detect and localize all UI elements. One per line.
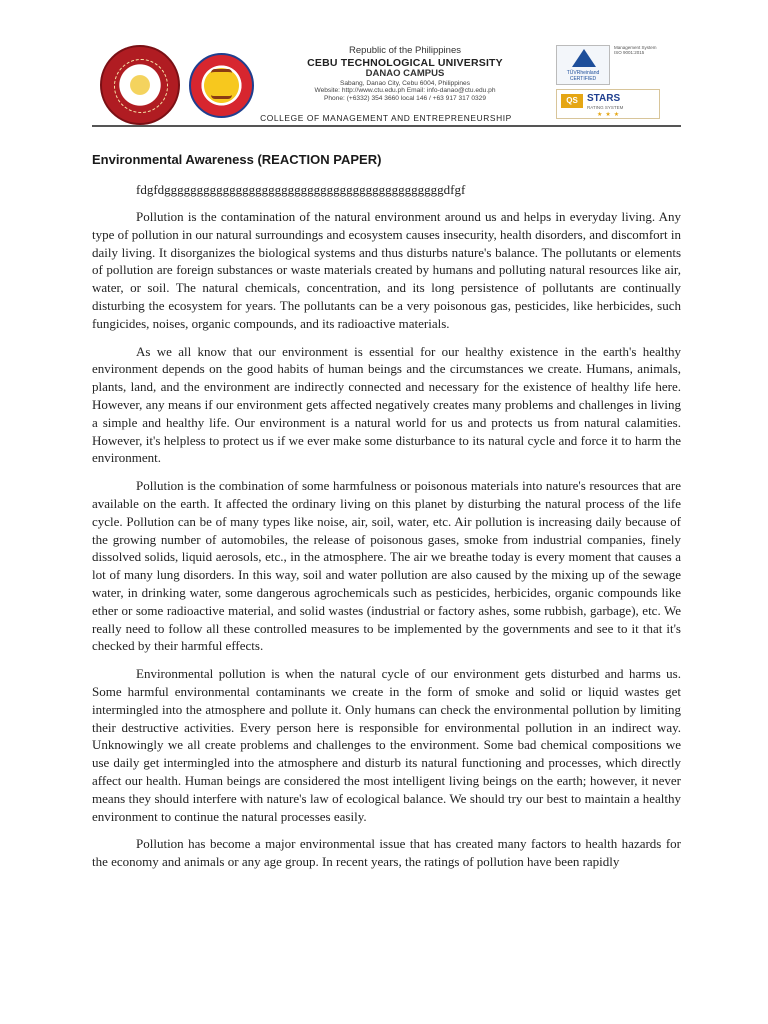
stray-text-line: fdgfdgggggggggggggggggggggggggggggggggggggggggggdfgf [136, 182, 466, 197]
iso-label: Management System ISO 9001:2015 [614, 45, 657, 56]
stars-sub-label: RATING SYSTEM [587, 105, 624, 110]
address-line: Sabang, Danao City, Cebu 6004, Philippines [339, 79, 470, 87]
paragraph: Environmental pollution is when the natural cycle of our environment gets disturbed and harms us. Some harmful environmental contaminants we create in the form of smoke and solid or liquid wastes get intermingled into the atmosphere and pollute it. Only humans can check the environmental pollution by limiting their destructive activities. Every person here is responsible for environmental pollution in an indirect way. Unknowingly we all create problems and challenges to the environment. Some bad chemical compositions we use daily get intermingled into the atmosphere and disturb its natural functioning and processes, which directly affect our health. Human beings are considered the most intelligent living beings on the earth; however, it never means they should interfere with nature's law of ecological balance. We should try our best to maintain a healthy environment to continue the natural processes easily. [92, 666, 681, 824]
asean-seal-icon [189, 53, 254, 118]
body-text [92, 208, 681, 881]
star-rating-icon: ★★★ [597, 112, 623, 118]
university-name: CEBU TECHNOLOGICAL UNIVERSITY [307, 56, 503, 69]
website-line: Website: http://www.ctu.edu.ph Email: info-danao@ctu.edu.ph [314, 87, 496, 95]
letterhead-text [270, 46, 540, 103]
paragraph: Pollution is the contamination of the natural environment around us and helps in everyday living. Any type of pollution in our natural surroundings and ecosystem causes insecurity, health disorders, and discomfort in daily living. It disorganizes the biological systems and thus disturbs nature's balance. The pollutants or elements of pollution are foreign substances or waste materials created by humans and polluting natural resources like air, water, or soil. The natural chemicals, concentration, and its long persistence of pollutants are continually disturbing the ecosystem for years. The pollutants can be a very poisonous gas, pesticides, like herbicides, such fungicides, noises, organic compounds, and its radioactive materials. [92, 209, 681, 331]
tuv-certification-badge [556, 45, 610, 85]
tuv-triangle-icon [572, 49, 596, 67]
qs-logo-icon: QS [561, 94, 583, 108]
university-seal-icon [100, 45, 180, 125]
paragraph: Pollution has become a major environmental issue that has created many factors to health hazards for the economy and animals or any age group. In recent years, the ratings of pollution have been rapidly [92, 836, 681, 870]
letterhead [0, 0, 768, 130]
paragraph: Pollution is the combination of some harmfulness or poisonous materials into nature's resources that are available on the earth. It affected the ordinary living on this planet by disturbing the natural process of the life cycle. Pollution can be of many types like noise, air, soil, water, etc. Air pollution is increasing daily because of the growing number of automobiles, the release of poisonous gases, smoke from industrial companies, finely dissolved solids, liquid aerosols, etc., in the atmosphere. The air we breathe today is every moment that causes a lot of many lung disorders. In this way, soil and water pollution are also caused by the mixing up of the sewage water, in drinking water, some dangerous agrochemicals such as pesticides, herbicides, organic compounds like ether or some radioactive material, and solid wastes (industrial or factory ashes, some rubbish, garbage), etc. We really need to follow all these controlled measures to be implemented by the governments and see to it that it's checked by their harmful effects. [92, 478, 681, 654]
qs-stars-badge [556, 89, 660, 119]
college-name: COLLEGE OF MANAGEMENT AND ENTREPRENEURSHIP [260, 113, 512, 123]
phone-line: Phone: (+6332) 354 3660 local 146 / +63 917 317 0329 [323, 95, 487, 103]
tuv-label: TÜVRheinland CERTIFIED [566, 70, 600, 82]
paragraph: As we all know that our environment is essential for our healthy existence in the earth's healthy environment depends on the good habits of human beings and the circumstances we create. Humans, animals, plants, land, and the environment are indirectly connected and necessary for the existence of healthy life here. However, any means if our environment gets affected negatively creates many problems and challenges in living a simple and healthy life. Our environment is a natural world for us and protects us from natural calamities. However, it's helpless to protect us if we ever make some disturbance to its natural cycle and force it to harm the environment. [92, 343, 681, 466]
header-divider [92, 125, 681, 127]
document-title: Environmental Awareness (REACTION PAPER) [92, 152, 382, 167]
campus-name: DANAO CAMPUS [365, 67, 445, 79]
stars-label: STARS [587, 93, 621, 104]
republic-line: Republic of the Philippines [349, 45, 461, 56]
